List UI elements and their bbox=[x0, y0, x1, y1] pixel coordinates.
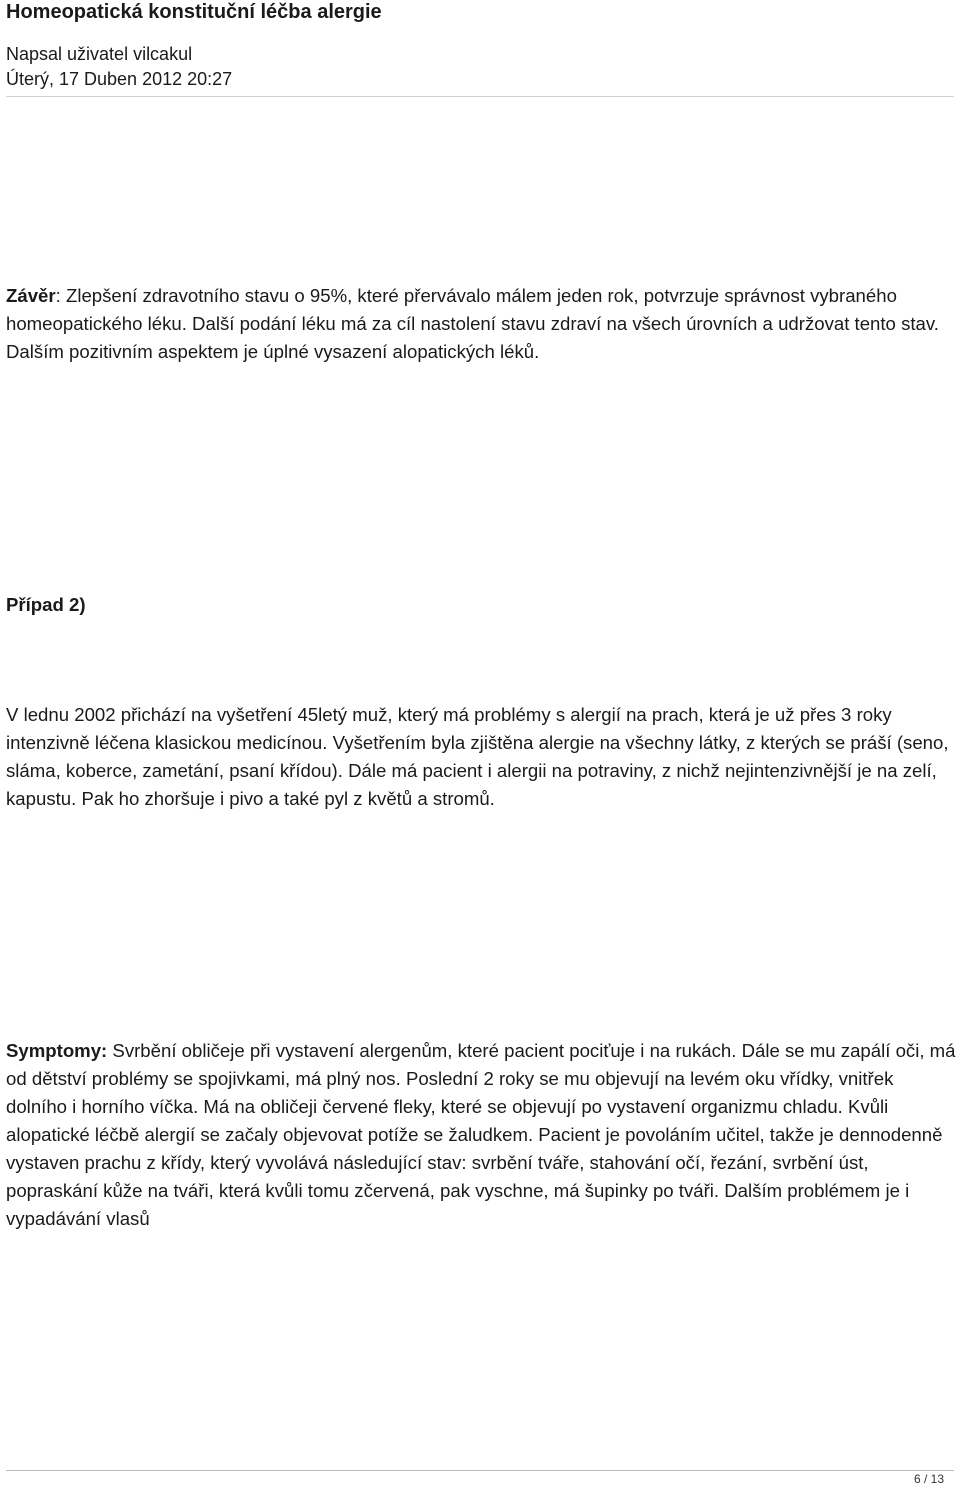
conclusion-paragraph bbox=[6, 282, 958, 366]
page-number: 6 / 13 bbox=[913, 1472, 944, 1486]
conclusion-text: : Zlepšení zdravotního stavu o 95%, které přervávalo málem jeden rok, potvrzuje správnost vybraného homeopatického léku. Další podání léku má za cíl nastolení stavu zdraví na všech úrovních a udržovat tento stav. Dalším pozitivním aspektem je úplné vysazení alopatických léků. bbox=[6, 285, 939, 362]
footer-divider bbox=[6, 1470, 954, 1471]
symptoms-label: Symptomy: bbox=[6, 1040, 108, 1061]
article-title: Homeopatická konstituční léčba alergie bbox=[6, 1, 382, 23]
case-2-heading bbox=[6, 591, 958, 619]
article-header bbox=[6, 0, 954, 92]
case-2-text: V lednu 2002 přichází na vyšetření 45letý muž, který má problémy s alergií na prach, která je už přes 3 roky intenzivně léčena klasickou medicínou. Vyšetřením byla zjištěna alergie na všechny látky, z kterých se práší (seno, sláma, koberce, zametání, psaní křídou). Dále má pacient i alergii na potraviny, z nichž nejintenzivnější je na zelí, kapustu. Pak ho zhoršuje i pivo a také pyl z květů a stromů. bbox=[6, 704, 949, 809]
conclusion-label: Závěr bbox=[6, 285, 56, 306]
author-line: Napsal uživatel vilcakul bbox=[6, 44, 193, 64]
date-line: Úterý, 17 Duben 2012 20:27 bbox=[6, 69, 233, 89]
article-meta bbox=[6, 42, 954, 92]
symptoms-text: Svrbění obličeje při vystavení alergenům, které pacient pociťuje i na rukách. Dále se mu zapálí oči, má od dětství problémy se spojivkami, má plný nos. Poslední 2 roky se mu objevují na levém oku vřídky, vnitřek dolního i horního víčka. Má na obličeji červené fleky, které se objevují po vystavení organizmu chladu. Kvůli alopatické léčbě alergií se začaly objevovat potíže se žaludkem. Pacient je povoláním učitel, takže je dennodenně vystaven prachu z křídy, který vyvolává následující stav: svrbění tváře, stahování očí, řezání, svrbění úst, popraskání kůže na tváři, která kvůli tomu zčervená, pak vyschne, má šupinky po tváři. Dalším problémem je i vypadávání vlasů bbox=[6, 1040, 956, 1229]
case-2-heading-text: Případ 2) bbox=[6, 594, 86, 615]
symptoms-paragraph bbox=[6, 1037, 958, 1233]
case-2-paragraph bbox=[6, 701, 958, 813]
header-divider bbox=[6, 96, 954, 97]
